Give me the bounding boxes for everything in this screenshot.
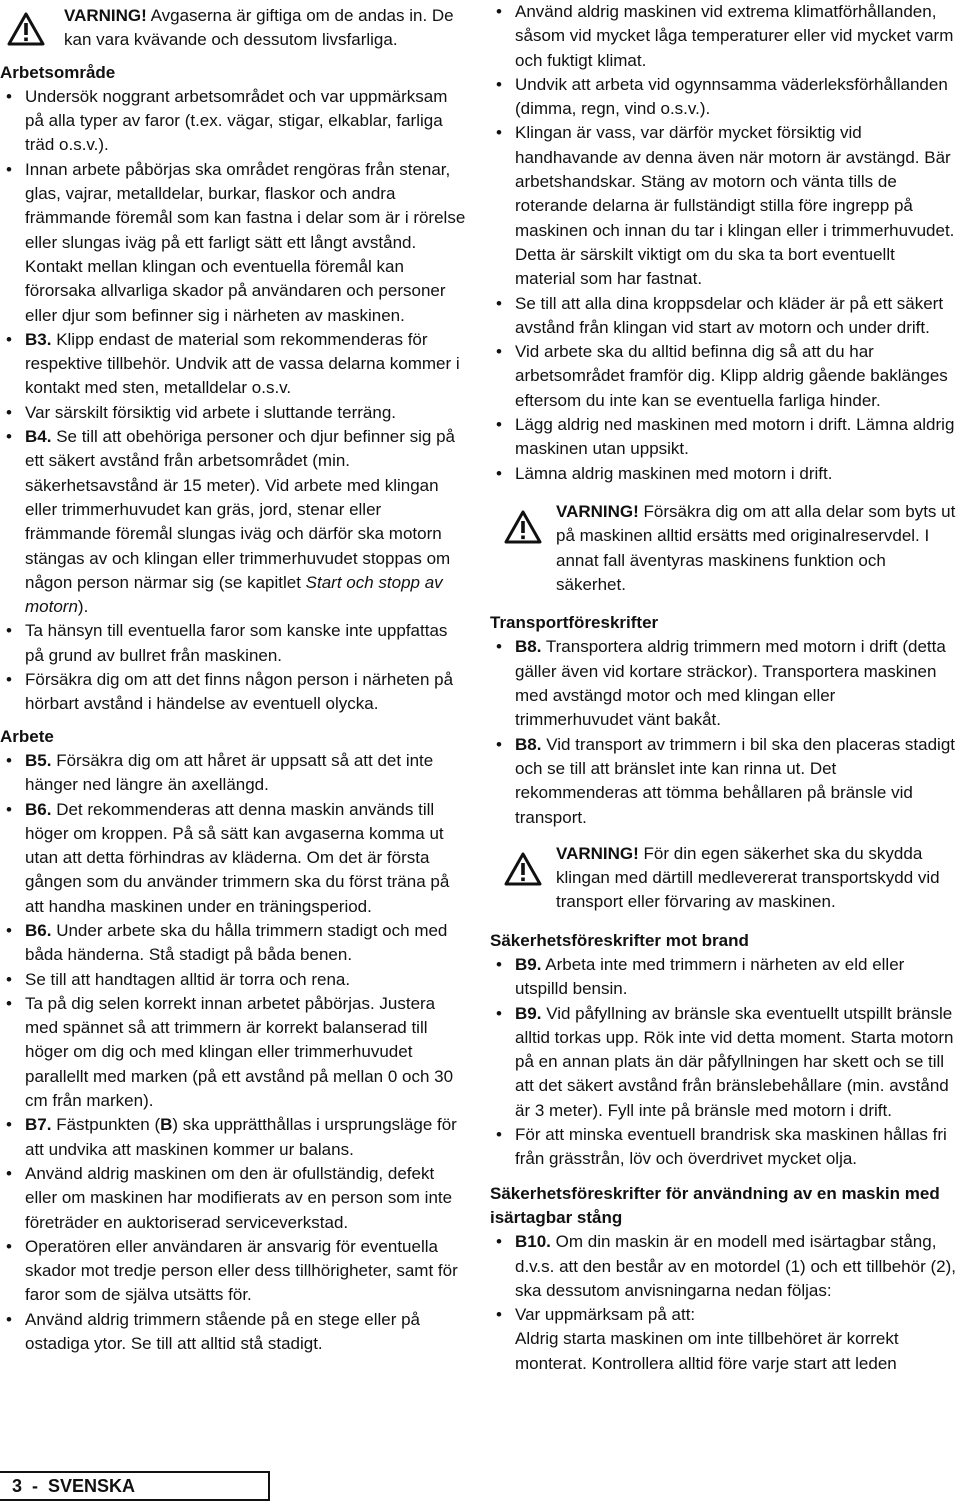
list-item: • B9. Arbeta inte med trimmern i närheten av eld eller utspilld bensin.: [490, 953, 958, 1002]
page-footer: 3 - SVENSKA: [0, 1471, 270, 1501]
warning-label: VARNING!: [64, 6, 147, 25]
brand-list: [490, 953, 958, 1172]
list-item: • Var särskilt försiktig vid arbete i sluttande terräng.: [0, 401, 470, 425]
arbetsomrade-list: [0, 85, 470, 717]
list-item: • För att minska eventuell brandrisk ska maskinen hållas fri från grässtrån, löv och överdrivet mycket olja.: [490, 1123, 958, 1172]
list-item: • Ta hänsyn till eventuella faror som kanske inte uppfattas på grund av bullret från maskinen.: [0, 619, 470, 668]
list-item: • B6. Det rekommenderas att denna maskin används till höger om kroppen. På så sätt kan avgaserna komma ut utan att detta förhindras av kläderna. Om det är första gången som du använder trimmern ska du först träna på att handha maskinen under en träningsperiod.: [0, 798, 470, 919]
list-item: • Försäkra dig om att det finns någon person i närheten på hörbart avstånd i händelse av eventuell olycka.: [0, 668, 470, 717]
list-item: • B10. Om din maskin är en modell med isärtagbar stång, d.v.s. att den består av en motordel (1) och ett tillbehör (2), ska dessutom anvisningarna nedan följas:: [490, 1230, 958, 1303]
list-item: • B9. Vid påfyllning av bränsle ska eventuellt utspillt bränsle alltid torkas upp. Rök inte vid detta moment. Starta motorn på en annan plats än där påfyllningen har skett och se till att det säkert avstånd från bränslebehållare (min. avstånd är 3 meter). Fyll inte på bränsle med motorn i drift.: [490, 1002, 958, 1123]
warning-triangle-icon: [490, 500, 556, 544]
heading-arbete: Arbete: [0, 726, 54, 746]
list-item: • Undersök noggrant arbetsområdet och var uppmärksam på alla typer av faror (t.ex. vägar, stigar, elkablar, farliga träd o.s.v.).: [0, 85, 470, 158]
warning-text: Försäkra dig om att alla delar som byts ut på maskinen alltid ersätts med originalreservdel. I annat fall äventyras maskinens funktion och säkerhet.: [556, 501, 956, 594]
list-item: • Innan arbete påbörjas ska området rengöras från stenar, glas, vajrar, metalldelar, burkar, flaskor och andra främmande föremål som kan fastna i delar som är i rörelse eller slungas iväg på ett farligt sätt ett långt avstånd. Kontakt mellan klingan och eventuella föremål kan förorsaka allvarliga skador på användaren och personer eller djur som befinner sig i närheten av maskinen.: [0, 158, 470, 328]
right-column: [490, 0, 958, 1376]
warning-triangle-icon: [490, 842, 556, 886]
list-item: • B3. Klipp endast de material som rekommenderas för respektive tillbehör. Undvik att de vassa delarna kommer i kontakt med sten, metalldelar o.s.v.: [0, 328, 470, 401]
warning-label: VARNING!: [556, 843, 639, 863]
heading-delbar: Säkerhetsföreskrifter för användning av en maskin med isärtagbar stång: [490, 1183, 940, 1227]
transport-warning: [490, 842, 958, 915]
warning-text: För din egen säkerhet ska du skydda klingan med därtill medlevererat transportskydd vid transport eller förvaring av maskinen.: [556, 843, 940, 912]
list-item: • B6. Under arbete ska du hålla trimmern stadigt och med båda händerna. Stå stadigt på båda benen.: [0, 919, 470, 968]
list-item: • Använd aldrig maskinen vid extrema klimatförhållanden, såsom vid mycket låga temperaturer eller vid mycket varm och fuktigt klimat.: [490, 0, 958, 73]
list-item: • Ta på dig selen korrekt innan arbetet påbörjas. Justera med spännet så att trimmern är korrekt balanserad till höger om dig och med klingan eller trimmerhuvudet parallellt med marken (på ett avstånd på mellan 0 och 30 cm från marken).: [0, 992, 470, 1113]
heading-arbetsomrade: Arbetsområde: [0, 62, 116, 82]
list-item: • Undvik att arbeta vid ogynnsamma väderleksförhållanden (dimma, regn, vind o.s.v.).: [490, 73, 958, 122]
list-item: • Se till att handtagen alltid är torra och rena.: [0, 968, 470, 992]
warning-text: Avgaserna är giftiga om de andas in. De kan vara kvävande och dessutom livsfarliga.: [64, 6, 454, 50]
list-item: • Operatören eller användaren är ansvarig för eventuella skador mot tredje person eller dess tillhörigheter, samt för faror som de själva utsätts för.: [0, 1235, 470, 1308]
arbete-list: [0, 749, 470, 1356]
list-item: • B8. Transportera aldrig trimmern med motorn i drift (detta gäller även vid kortare sträckor). Transportera maskinen med avstängd motor och med klingan eller trimmerhuvudet vänt bakåt.: [490, 635, 958, 732]
list-item: • B4. Se till att obehöriga personer och djur befinner sig på ett säkert avstånd från arbetsområdet (min. säkerhetsavstånd är 15 meter). Vid arbete med klingan eller trimmerhuvudet kan gräs, jord, stenar eller främmande föremål slungas iväg och därför ska motorn stängas av och klingan eller trimmerhuvudet stoppas om någon person närmar sig (se kapitlet Start och stopp av motorn).: [0, 425, 470, 619]
list-item: • Använd aldrig trimmern stående på en stege eller på ostadiga ytor. Se till att alltid stå stadigt.: [0, 1308, 470, 1357]
list-item: • Klingan är vass, var därför mycket försiktig vid handhavande av denna även när motorn är avstängd. Bär arbetshandskar. Stäng av motorn och vänta tills de roterande delarna är fullständigt stilla före ingrepp på maskinen och innan du tar i klingan eller i trimmerhuvudet. Detta är särskilt viktigt om du ska ta bort eventuellt material som har fastnat.: [490, 121, 958, 291]
exhaust-warning: [0, 4, 470, 53]
heading-brand: Säkerhetsföreskrifter mot brand: [490, 930, 749, 950]
list-item: • Se till att alla dina kroppsdelar och kläder är på ett säkert avstånd från klingan vid start av motorn och under drift.: [490, 292, 958, 341]
list-item: • Använd aldrig maskinen om den är ofullständig, defekt eller om maskinen har modifierats av en person som inte företräder en auktoriserad serviceverkstad.: [0, 1162, 470, 1235]
left-column: [0, 0, 470, 1356]
list-item: • Lämna aldrig maskinen med motorn i drift.: [490, 462, 958, 486]
general-list: [490, 0, 958, 486]
transport-list: [490, 635, 958, 829]
list-item: • B5. Försäkra dig om att håret är uppsatt så att det inte hänger ned längre än axellängd.: [0, 749, 470, 798]
list-item: • B7. Fästpunkten (B) ska upprätthållas i ursprungsläge för att undvika att maskinen kommer ur balans.: [0, 1113, 470, 1162]
list-item: • Vid arbete ska du alltid befinna dig så att du har arbetsområdet framför dig. Klipp aldrig gående baklänges eftersom du inte kan se eventuella farliga hinder.: [490, 340, 958, 413]
warning-label: VARNING!: [556, 501, 639, 521]
spare-parts-warning: [490, 500, 958, 597]
list-item: • Lägg aldrig ned maskinen med motorn i drift. Lämna aldrig maskinen utan uppsikt.: [490, 413, 958, 462]
warning-triangle-icon: [0, 4, 52, 46]
delbar-list: [490, 1230, 958, 1376]
list-item: • B8. Vid transport av trimmern i bil ska den placeras stadigt och se till att bränslet inte kan rinna ut. Det rekommenderas att tömma behållaren på bränsle vid transport.: [490, 733, 958, 830]
heading-transport: Transportföreskrifter: [490, 613, 659, 633]
list-item: • Var uppmärksam på att: Aldrig starta maskinen om inte tillbehöret är korrekt monterat. Kontrollera alltid före varje start att leden: [490, 1303, 958, 1376]
